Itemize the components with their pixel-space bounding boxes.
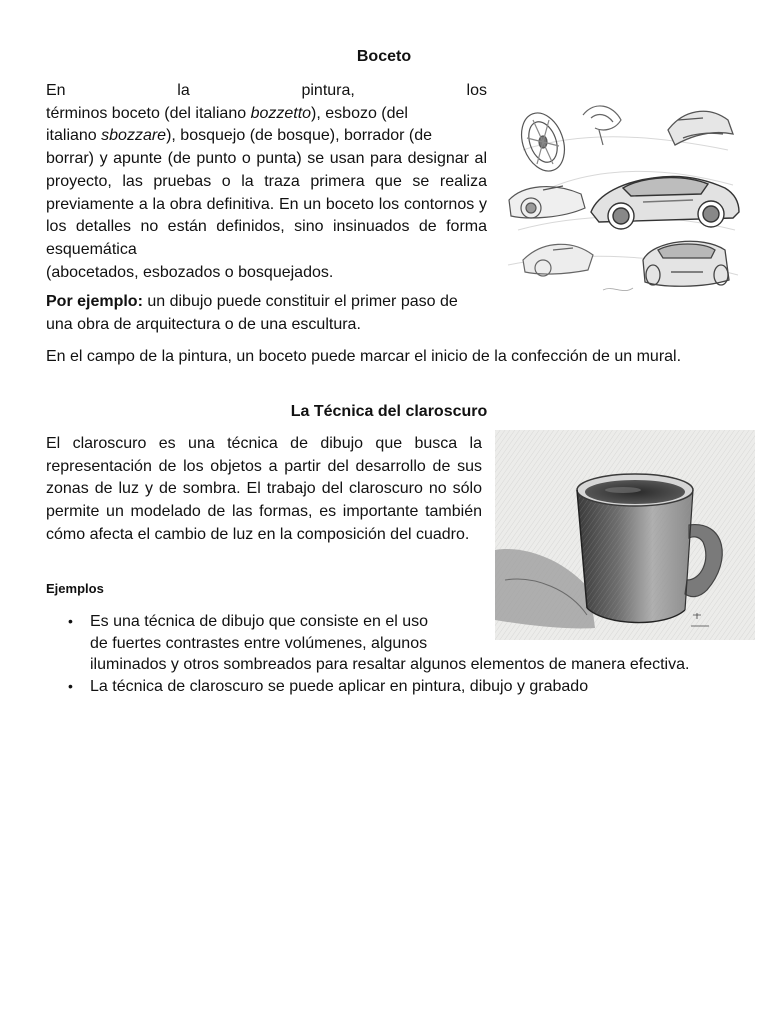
- boceto-p1-rest: borrar) y apunte (de punto o punta) se usan para designar al proyecto, las pruebas o la traza primera que se realiza previamente a la obra definitiva. En un boceto los contornos y los detalles no están definidos, sino insinuados de forma esquemática: [46, 150, 487, 258]
- examples-list: [46, 611, 696, 697]
- word-la-pintura: la pintura,: [177, 82, 355, 99]
- boceto-paragraph-1: [46, 80, 487, 284]
- word-en: En: [46, 82, 66, 99]
- section-title-claroscuro: La Técnica del claroscuro: [290, 403, 488, 420]
- car-sketch-image: [503, 90, 743, 302]
- boceto-p1-last-line: (abocetados, esbozados o bosquejados.: [46, 263, 334, 281]
- boceto-p1-line1: [46, 80, 487, 103]
- claroscuro-paragraph: El claroscuro es una técnica de dibujo que busca la representación de los objetos a partir del desarrollo de sus zonas de luz y de sombra. El trabajo del claroscuro no sólo permite un modelado de las formas, es importante también cómo afecta el cambio de luz en la composición del cuadro.: [46, 435, 482, 543]
- boceto-p1-line2: términos boceto (del italiano bozzetto), esbozo (del: [46, 104, 408, 122]
- boceto-paragraph-2: [46, 291, 486, 336]
- term-bozzetto: bozzetto: [250, 104, 312, 122]
- examples-label: Ejemplos: [46, 581, 104, 596]
- section-title-boceto: Boceto: [356, 48, 412, 65]
- por-ejemplo-label: Por ejemplo:: [46, 293, 143, 310]
- cup-drawing-image: [495, 430, 755, 640]
- por-ejemplo-text: un dibujo puede constituir el primer paso de una obra de arquitectura o de una escultura.: [46, 293, 458, 333]
- boceto-p1-line3: italiano sbozzare), bosquejo (de bosque), borrador (de: [46, 127, 433, 145]
- list-item: • La técnica de claroscuro se puede aplicar en pintura, dibujo y grabado: [46, 676, 696, 698]
- word-los: los: [466, 82, 487, 99]
- term-sbozzare: sbozzare: [101, 127, 167, 145]
- bullet-icon: •: [68, 613, 73, 629]
- boceto-paragraph-3: En el campo de la pintura, un boceto puede marcar el inicio de la confección de un mural.: [46, 348, 682, 365]
- list-item: • Es una técnica de dibujo que consiste en el uso de fuertes contrastes entre volúmenes, algunos iluminados y otros sombreados para resaltar algunos elementos de manera efectiva.: [68, 613, 690, 673]
- bullet-icon: •: [68, 677, 73, 694]
